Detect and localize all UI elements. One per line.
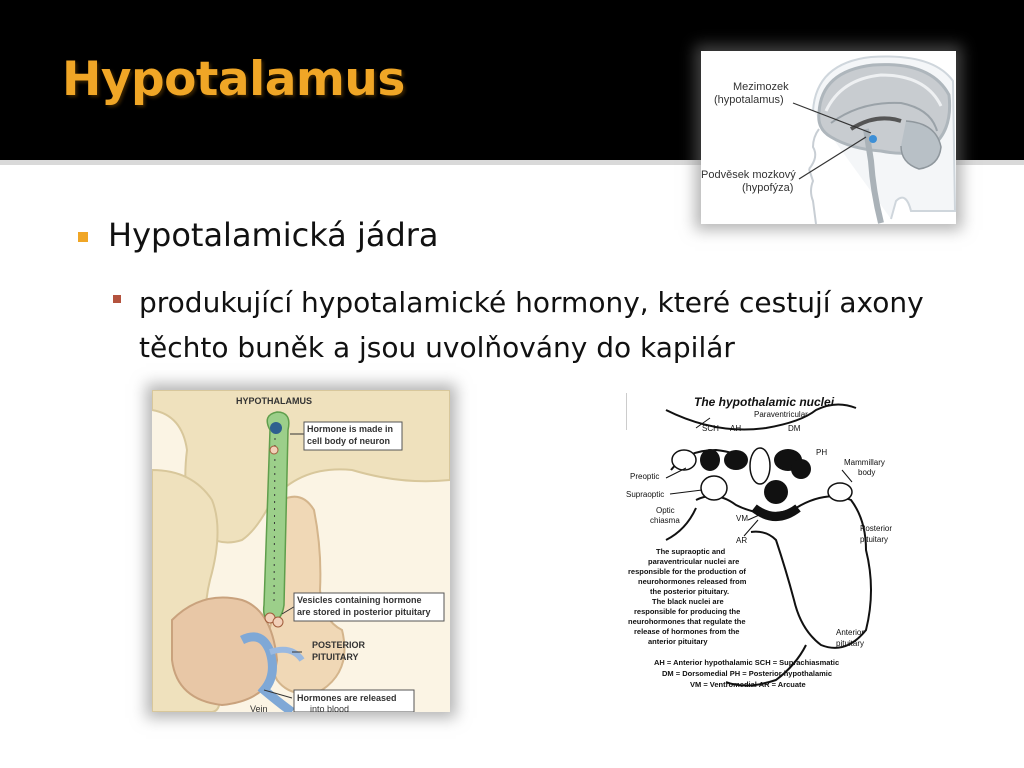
label-anterior-pituitary: pituitary: [836, 639, 865, 648]
brain-label-podvesek: Podvěsek mozkový: [701, 169, 796, 181]
square-bullet-icon: [113, 295, 121, 303]
hypo-label-vein: Vein: [250, 704, 268, 712]
label-paraventricular: Paraventricular: [754, 410, 808, 419]
label-sch: SCH: [702, 424, 719, 433]
hypothalamus-illustration: [152, 390, 450, 712]
caption-line: responsible for the production of: [628, 567, 746, 576]
legend-line: DM = Dorsomedial PH = Posterior hypothalamic: [662, 669, 833, 678]
caption-line: release of hormones from the: [634, 627, 740, 636]
caption-line: anterior pituitary: [648, 637, 708, 646]
caption-line: paraventricular nuclei are: [648, 557, 740, 566]
label-anterior: Anterior: [836, 628, 865, 637]
caption-line: neurohormones released from: [638, 577, 747, 586]
square-bullet-icon: [78, 232, 88, 242]
brain-label-hypotalamus: (hypotalamus): [714, 94, 784, 106]
legend-line: AH = Anterior hypothalamic SCH = Suprachiasmatic: [654, 658, 840, 667]
label-mammillary-body: body: [858, 468, 876, 477]
label-dm: DM: [788, 424, 801, 433]
caption-line: neurohormones that regulate the: [628, 617, 746, 626]
bullet-text: produkující hypotalamické hormony, které cestují axony těchto buněk a jsou uvolňovány do kapilár: [139, 286, 924, 364]
nuclei-illustration: [626, 390, 896, 695]
brain-label-hypofyza: (hypofýza): [742, 182, 794, 194]
hypothalamus-figure: [152, 390, 450, 712]
hypo-label-cell-body: cell body of neuron: [307, 436, 391, 446]
label-ar: AR: [736, 536, 748, 545]
label-supraoptic: Supraoptic: [626, 490, 665, 499]
hypo-label-into-blood: into blood: [310, 704, 350, 712]
label-ah: AH: [730, 424, 742, 433]
label-optic: Optic: [656, 506, 675, 515]
legend-line: VM = Ventromedial AR = Arcuate: [690, 680, 806, 689]
label-posterior-pituitary: pituitary: [860, 535, 889, 544]
bullet-text: Hypotalamická jádra: [108, 216, 439, 254]
hypo-label-stored: are stored in posterior pituitary: [297, 607, 431, 617]
caption-line: the posterior pituitary.: [650, 587, 730, 596]
hypo-label-hormone-made: Hormone is made in: [307, 424, 394, 434]
caption-line: The supraoptic and: [656, 547, 726, 556]
brain-label-mezimozek: Mezimozek: [733, 81, 789, 93]
label-vm: VM: [736, 514, 748, 523]
hypo-label-vesicles: Vesicles containing hormone: [297, 595, 422, 605]
label-mammillary: Mammillary: [844, 458, 885, 467]
caption-line: The black nuclei are: [652, 597, 724, 606]
label-preoptic: Preoptic: [630, 472, 660, 481]
label-ph: PH: [816, 448, 828, 457]
hypo-label-pituitary: PITUITARY: [312, 652, 359, 662]
label-chiasma: chiasma: [650, 516, 680, 525]
caption-line: responsible for producing the: [634, 607, 741, 616]
brain-illustration: [701, 51, 956, 224]
hypo-label-posterior: POSTERIOR: [312, 640, 366, 650]
slide-title: Hypotalamus: [62, 52, 405, 107]
hypothalamus-title: HYPOTHALAMUS: [236, 396, 312, 406]
label-posterior: Posterior: [860, 524, 893, 533]
nuclei-title: The hypothalamic nuclei: [694, 395, 835, 409]
nuclei-figure: [626, 390, 896, 695]
brain-figure: [701, 51, 956, 224]
hypo-label-released: Hormones are released: [297, 693, 397, 703]
